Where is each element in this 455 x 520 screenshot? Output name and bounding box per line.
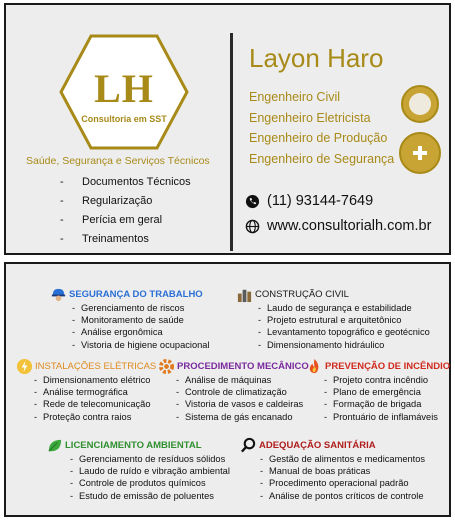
title-item: Engenheiro de Segurança — [249, 151, 395, 166]
worker-icon — [50, 286, 67, 303]
list-item: - Análise termográfica — [34, 386, 156, 398]
list-item: - Gerenciamento de resíduos sólidos — [70, 453, 230, 465]
section-eletricas — [16, 358, 156, 423]
list-item: - Projeto contra incêndio — [324, 374, 450, 386]
title-item: Engenheiro Civil — [249, 90, 341, 104]
list-item: - Monitoramento de saúde — [72, 314, 210, 326]
website-url: www.consultorialh.com.br — [267, 218, 432, 234]
service-item: - Regularização — [60, 192, 191, 211]
title-item: Engenheiro Eletricista — [249, 110, 371, 125]
section-mecanico — [158, 358, 309, 423]
business-card-front — [4, 3, 451, 255]
service-item: - Documentos Técnicos — [60, 173, 191, 192]
logo-subtitle: Consultoria em SST — [81, 114, 167, 124]
business-card-back — [4, 262, 451, 517]
logo-initials: LH — [94, 66, 154, 111]
list-item: - Procedimento operacional padrão — [260, 477, 425, 489]
service-item: - Treinamentos — [60, 230, 191, 249]
section-incendio — [306, 358, 450, 423]
section-ambiental — [46, 437, 230, 502]
list-item: - Análise de pontos críticos de controle — [260, 490, 425, 502]
section-title: ADEQUAÇÃO SANITÁRIA — [259, 439, 376, 451]
list-item: - Dimensionamento elétrico — [34, 374, 156, 386]
phone-contact[interactable] — [245, 193, 373, 209]
section-sanitaria — [240, 437, 425, 502]
list-item: - Projeto estrutural e arquitetônico — [258, 314, 430, 326]
person-name: Layon Haro — [249, 43, 384, 73]
section-seguranca — [50, 286, 210, 351]
magnifier-icon — [240, 437, 257, 454]
list-item: - Análise ergonômica — [72, 326, 210, 338]
section-title: SEGURANÇA DO TRABALHO — [69, 288, 203, 300]
section-title: LICENCIAMENTO AMBIENTAL — [65, 439, 202, 451]
list-item: - Laudo de segurança e estabilidade — [258, 302, 430, 314]
list-item: - Controle de produtos químicos — [70, 477, 230, 489]
list-item: - Proteção contra raios — [34, 411, 156, 423]
lightning-icon — [16, 358, 33, 375]
list-item: - Estudo de emissão de poluentes — [70, 490, 230, 502]
list-item: - Vistoria de vasos e caldeiras — [176, 398, 309, 410]
vertical-divider — [230, 33, 233, 251]
gear-icon — [158, 358, 175, 375]
list-item: - Sistema de gás encanado — [176, 411, 309, 423]
list-item: - Levantamento topográfico e geotécnico — [258, 326, 430, 338]
section-construcao — [236, 286, 430, 351]
list-item: - Prontuário de inflamáveis — [324, 411, 450, 423]
list-item: - Dimensionamento hidráulico — [258, 339, 430, 351]
section-title: CONSTRUÇÃO CIVIL — [255, 288, 349, 300]
list-item: - Controle de climatização — [176, 386, 309, 398]
whatsapp-icon — [245, 194, 260, 209]
section-title: PREVENÇÃO DE INCÊNDIO — [325, 360, 451, 372]
website-contact[interactable] — [245, 218, 431, 234]
safety-seal-icon — [399, 132, 441, 174]
list-item: - Formação de brigada — [324, 398, 450, 410]
titles-list — [249, 87, 394, 169]
list-item: - Análise de máquinas — [176, 374, 309, 386]
globe-icon — [245, 219, 260, 234]
list-item: - Vistoria de higiene ocupacional — [72, 339, 210, 351]
fire-icon — [306, 358, 323, 375]
list-item: - Rede de telecomunicação — [34, 398, 156, 410]
list-item: - Plano de emergência — [324, 386, 450, 398]
list-item: - Gestão de alimentos e medicamentos — [260, 453, 425, 465]
list-item: - Laudo de ruído e vibração ambiental — [70, 465, 230, 477]
services-list — [60, 173, 191, 249]
section-title: PROCEDIMENTO MECÂNICO — [177, 360, 309, 372]
service-item: - Perícia em geral — [60, 211, 191, 230]
title-item: Engenheiro de Produção — [249, 131, 388, 145]
city-icon — [236, 286, 253, 303]
list-item: - Gerenciamento de riscos — [72, 302, 210, 314]
phone-number: (11) 93144-7649 — [267, 193, 374, 209]
leaf-icon — [46, 437, 63, 454]
tagline: Saúde, Segurança e Serviços Técnicos — [26, 155, 210, 167]
engineering-seal-icon — [401, 85, 439, 123]
list-item: - Manual de boas práticas — [260, 465, 425, 477]
section-title: INSTALAÇÕES ELÉTRICAS — [35, 360, 157, 372]
